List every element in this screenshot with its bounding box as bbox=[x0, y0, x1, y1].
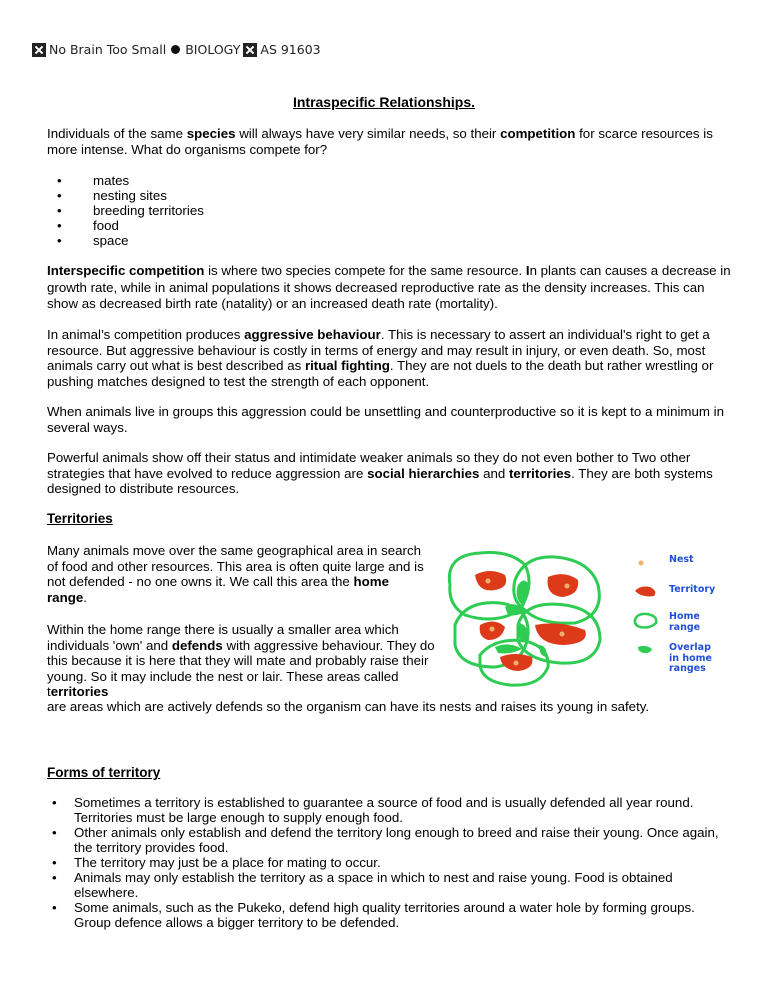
territory-paragraph-end: are areas which are actively defends so the organism can have its nests and raises its young in safety. bbox=[47, 699, 650, 714]
territories-heading: Territories bbox=[47, 511, 113, 526]
territory-2 bbox=[548, 574, 579, 597]
list-item: • breeding territories bbox=[47, 203, 204, 218]
forms-list bbox=[47, 795, 727, 930]
groups-paragraph: When animals live in groups this aggression could be unsettling and counterproductive so it is kept to a minimum in several ways. bbox=[47, 404, 725, 435]
nest-2 bbox=[565, 584, 570, 589]
list-item: • Other animals only establish and defend the territory long enough to breed and raise their young. Once again, the territory provides food. bbox=[47, 825, 727, 855]
powerful-paragraph: Powerful animals show off their status and intimidate weaker animals so they do not even bother to Two other strategies that have evolved to reduce aggression are social hierarchies and territories. They are both systems designed to distribute resources. bbox=[47, 450, 713, 496]
territory-diagram bbox=[440, 545, 620, 690]
legend-nest: Nest bbox=[669, 554, 694, 565]
list-item: • Animals may only establish the territory as a space in which to nest and raise young. Food is obtained elsewhere. bbox=[47, 870, 727, 900]
nest-legend-icon bbox=[639, 561, 644, 566]
list-item: • Sometimes a territory is established to guarantee a source of food and is usually defended all year round. Territories must be large enough to supply enough food. bbox=[47, 795, 727, 825]
page-title: Intraspecific Relationships. bbox=[292, 94, 476, 110]
home-range-paragraph: Many animals move over the same geographical area in search of food and other resources. This area is often quite large and is not defended - no one owns it. We call this area the home range. bbox=[47, 543, 424, 605]
intro-paragraph: Individuals of the same species will always have very similar needs, so their competition for scarce resources is more intense. What do organisms compete for? bbox=[47, 126, 713, 157]
standard: AS 91603 bbox=[260, 42, 321, 57]
territory-paragraph: Within the home range there is usually a smaller area which individuals 'own' and defends with aggressive behaviour. They do this because it is here that they will mate and probably raise their young. So it may include the nest or lair. These areas called territories bbox=[47, 622, 435, 699]
list-item: • nesting sites bbox=[47, 188, 204, 203]
territory-legend-icon bbox=[635, 587, 655, 597]
list-item: • Some animals, such as the Pukeko, defend high quality territories around a water hole by forming groups. Group defence allows a bigger territory to be defended. bbox=[47, 900, 727, 930]
needs-list bbox=[47, 173, 204, 248]
list-item: • The territory may just be a place for mating to occur. bbox=[47, 855, 727, 870]
interspecific-paragraph: Interspecific competition is where two species compete for the same resource. In plants can causes a decrease in growth rate, while in animal populations it shows decreased reproductive rate as the density increases. This can show as decreased birth rate (natality) or an increased death rate (mortality). bbox=[47, 263, 731, 311]
overlap-1 bbox=[517, 580, 530, 605]
logo-icon-2 bbox=[243, 43, 257, 57]
bullet-dot-icon bbox=[171, 45, 180, 54]
overlap-5 bbox=[540, 645, 547, 657]
page-header bbox=[32, 42, 321, 57]
nest-4 bbox=[560, 632, 565, 637]
subject: BIOLOGY bbox=[185, 42, 241, 57]
legend-overlap: Overlap in home ranges bbox=[669, 642, 712, 674]
legend-territory: Territory bbox=[669, 584, 716, 595]
legend-home-range: Home range bbox=[669, 611, 701, 633]
territory-1 bbox=[475, 571, 506, 590]
aggression-paragraph: In animal’s competition produces aggressive behaviour. This is necessary to assert an individual's right to get a resource. But aggressive behaviour is costly in terms of energy and may result in injury, or even death. So, most animals carry out what is best described as ritual fighting. They are not duels to the death but rather wrestling or pushing matches designed to test the strength of each opponent. bbox=[47, 327, 714, 389]
home-range-legend-icon bbox=[635, 614, 656, 628]
list-item: • mates bbox=[47, 173, 204, 188]
overlap-4 bbox=[495, 644, 522, 653]
site-name: No Brain Too Small bbox=[49, 42, 167, 57]
list-item: • food bbox=[47, 218, 204, 233]
logo-icon bbox=[32, 43, 46, 57]
nest-1 bbox=[486, 579, 491, 584]
nest-3 bbox=[490, 627, 495, 632]
forms-heading: Forms of territory bbox=[47, 765, 161, 780]
list-item: • space bbox=[47, 233, 204, 248]
overlap-legend-icon bbox=[638, 646, 652, 653]
nest-5 bbox=[514, 661, 519, 666]
